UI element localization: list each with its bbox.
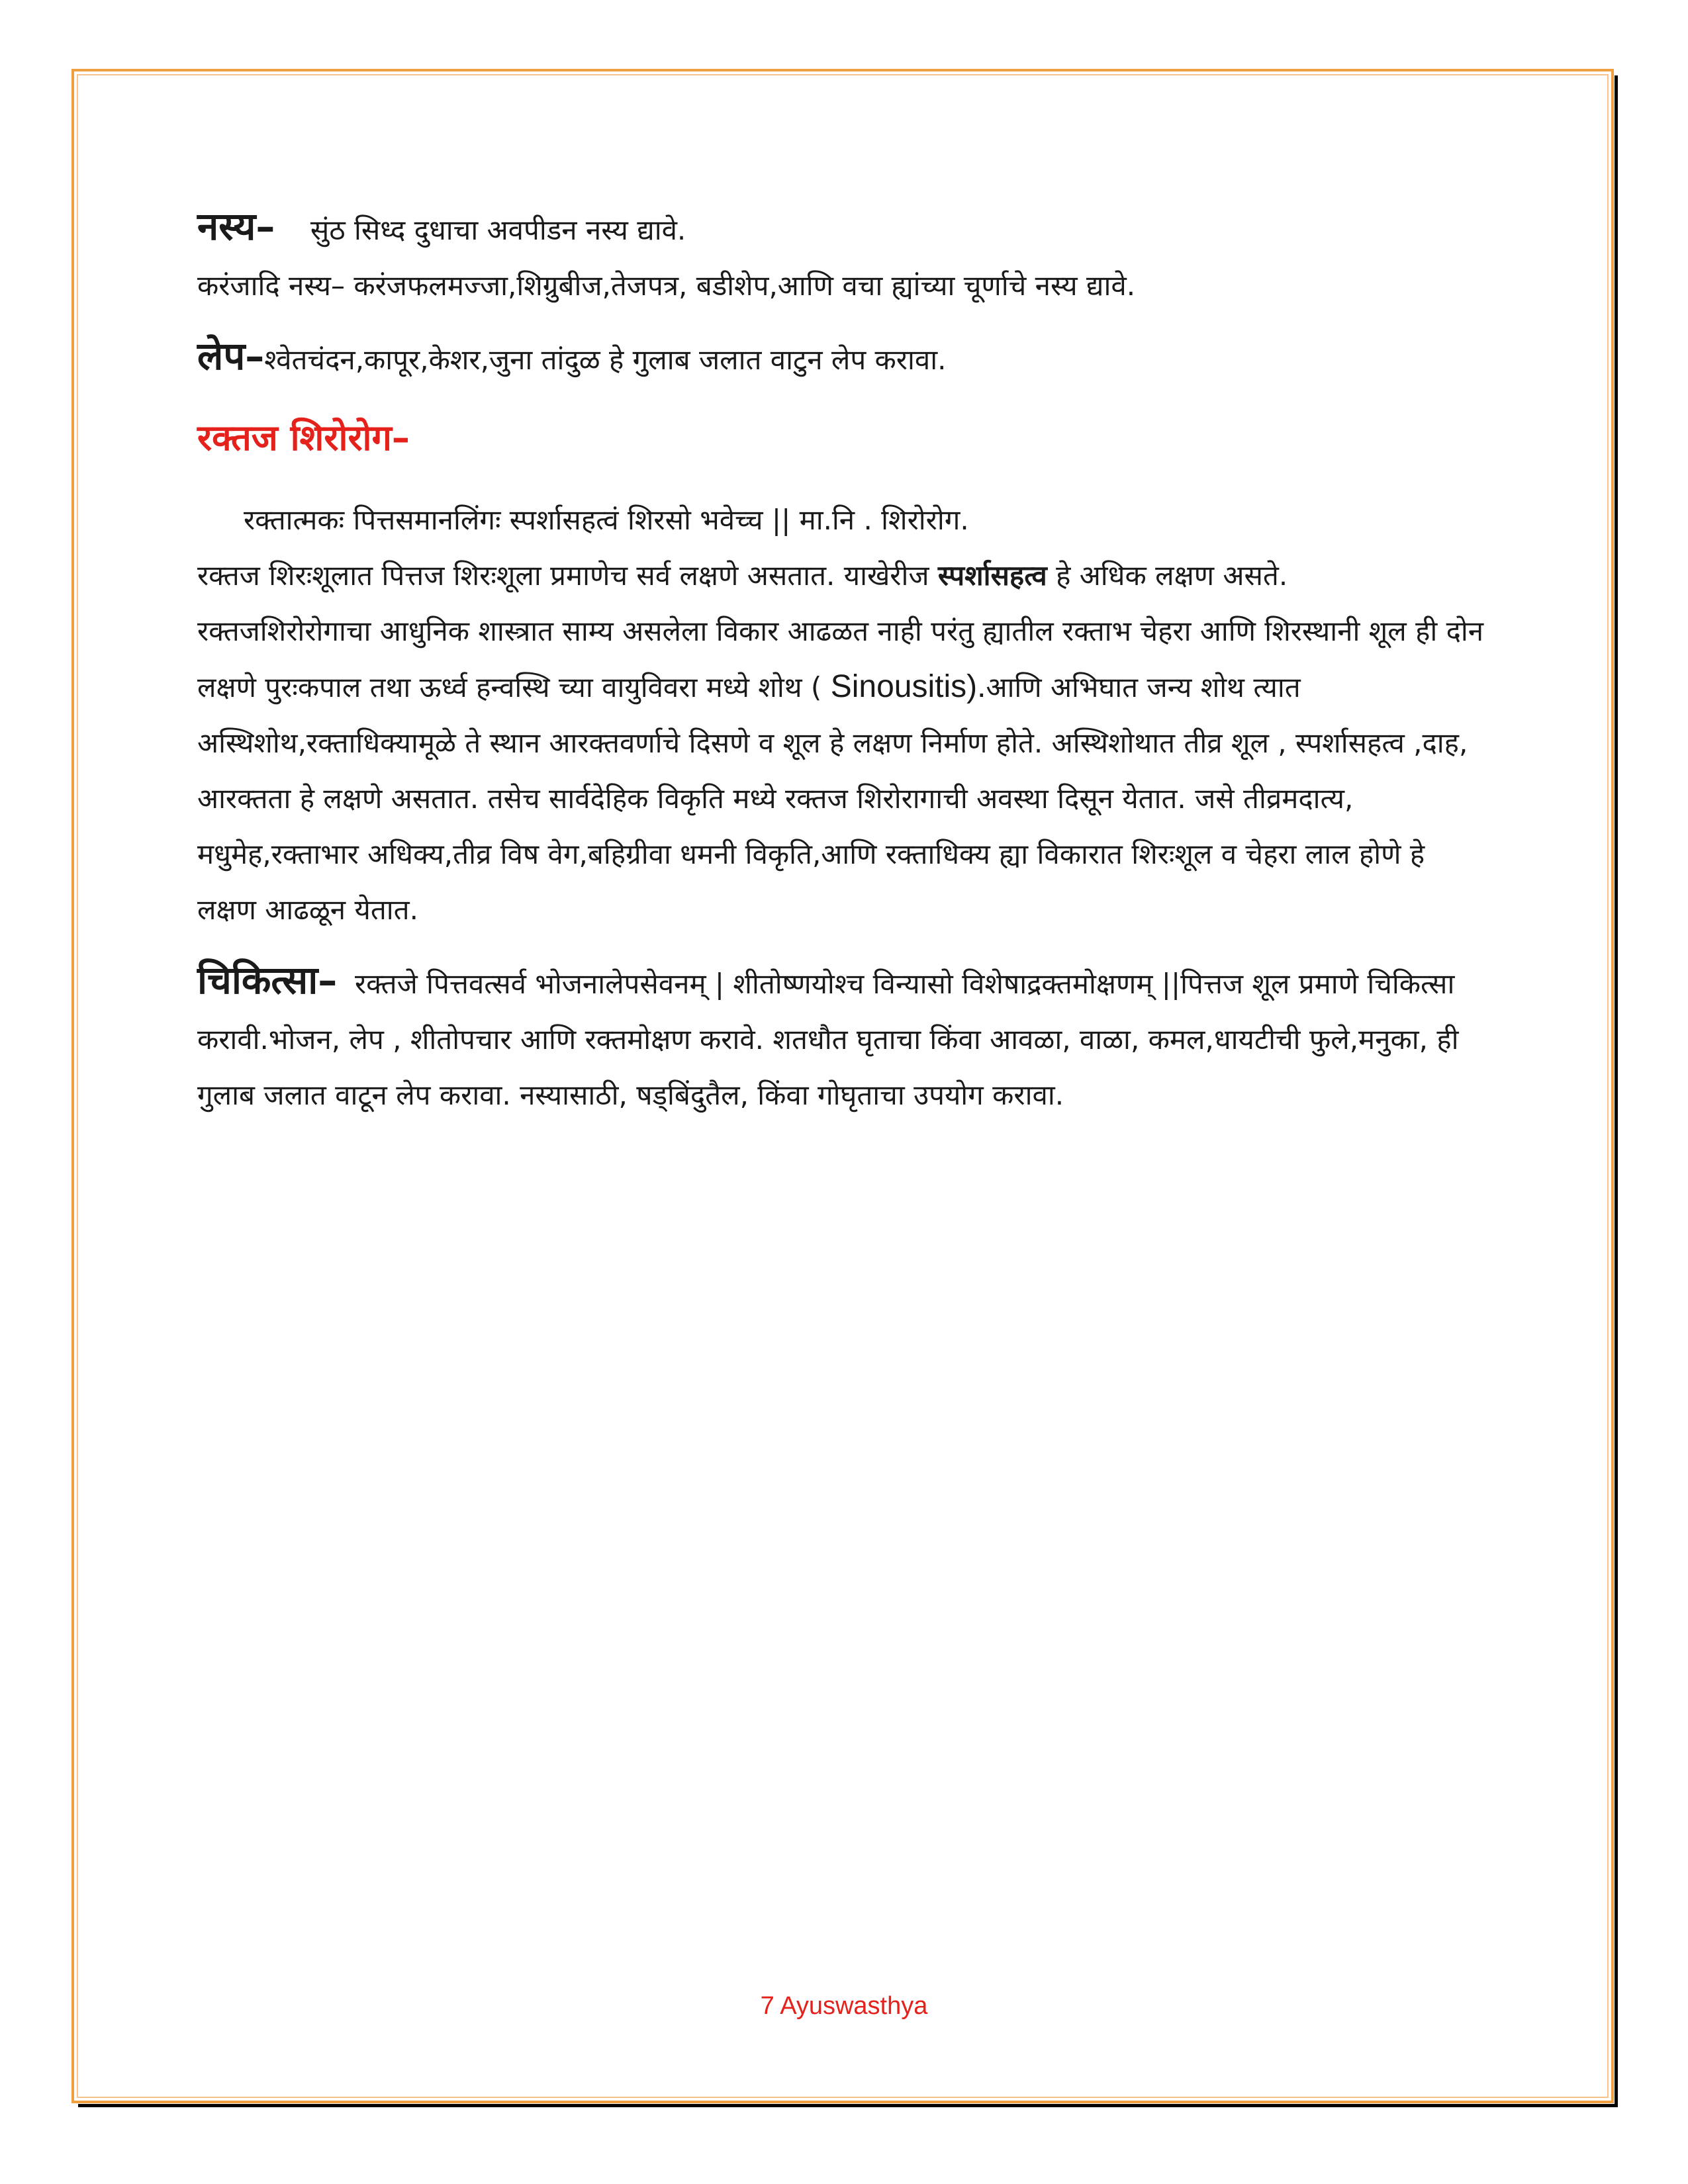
raktaj-p1-after: हे अधिक लक्षण असते. bbox=[1056, 559, 1288, 592]
karanjadi-text: करंजफलमज्जा,शिग्रुबीज,तेजपत्र, बडीशेप,आणि वचा ह्यांच्या चूर्णाचे नस्य द्यावे. bbox=[353, 269, 1136, 302]
lep-text: श्वेतचंदन,कापूर,केशर,जुना तांदुळ हे गुलाब जलात वाटुन लेप करावा. bbox=[264, 343, 947, 376]
chikitsa-heading: चिकित्सा– bbox=[197, 958, 338, 1003]
raktaj-paragraph-2 bbox=[197, 604, 1488, 938]
chikitsa-text: रक्तजे पित्तवत्सर्व भोजनालेपसेवनम् | शीतोष्णयोश्च विन्यासो विशेषाद्रक्तमोक्षणम् ||पित्तज शूल प्रमाणे चिकित्सा करावी.भोजन, लेप , शीतोपचार आणि रक्तमोक्षण करावे. शतधौत घृताचा किंवा आवळा, वाळा, कमल,धायटीची फुले,मनुका, ही गुलाब जलात वाटून लेप करावा. नस्यासाठी, षड्बिंदुतैल, किंवा गोघृताचा उपयोग करावा. bbox=[197, 968, 1459, 1111]
karanjadi-paragraph bbox=[197, 258, 1488, 314]
page-footer: 7 Ayuswasthya bbox=[760, 1992, 928, 2020]
lep-heading: लेप– bbox=[197, 334, 265, 379]
raktaj-paragraph-1 bbox=[197, 548, 1488, 604]
raktaj-shloka: रक्तात्मकः पित्तसमानलिंगः स्पर्शासहत्वं शिरसो भवेच्च || मा.नि . शिरोरोग. bbox=[244, 504, 969, 536]
nasya-heading: नस्य– bbox=[197, 204, 275, 249]
raktaj-p1-bold: स्पर्शासहत्व bbox=[937, 559, 1047, 592]
chikitsa-paragraph bbox=[197, 952, 1488, 1123]
raktaj-p1-text: रक्तज शिरःशूलात पित्तज शिरःशूला प्रमाणेच सर्व लक्षणे असतात. याखेरीज bbox=[197, 559, 929, 592]
raktaj-p2-latin: Sinousitis). bbox=[830, 669, 986, 704]
page-content bbox=[197, 199, 1488, 1123]
raktaj-heading: रक्तज शिरोरोग– bbox=[197, 417, 410, 459]
lep-paragraph bbox=[197, 328, 1488, 388]
raktaj-p2-text: रक्तजशिरोरोगाचा आधुनिक शास्त्रात साम्य असलेला विकार आढळत नाही परंतु ह्यातील रक्ताभ चेहरा आणि शिरस्थानी शूल ही दोन लक्षणे पुरःकपाल तथा ऊर्ध्व हन्वस्थि च्या वायुविवरा मध्ये शोथ ( bbox=[197, 615, 1484, 704]
nasya-text: सुंठ सिध्द दुधाचा अवपीडन नस्य द्यावे. bbox=[310, 214, 686, 246]
raktaj-p2-after: आणि अभिघात जन्य शोथ त्यात अस्थिशोथ,रक्ताधिक्यामूळे ते स्थान आरक्तवर्णाचे दिसणे व शूल हे लक्षण निर्माण होते. अस्थिशोथात तीव्र शूल , स्पर्शासहत्व ,दाह, आरक्तता हे लक्षणे असतात. तसेच सार्वदेहिक विकृति मध्ये रक्तज शिरोरागाची अवस्था दिसून येतात. जसे तीव्रमदात्य, मधुमेह,रक्ताभार अधिक्य,तीव्र विष वेग,बहिग्रीवा धमनी विकृति,आणि रक्ताधिक्य ह्या विकारात शिरःशूल व चेहरा लाल होणे हे लक्षण आढळून येतात. bbox=[197, 671, 1468, 926]
karanjadi-label: करंजादि नस्य– bbox=[197, 269, 346, 302]
nasya-paragraph bbox=[197, 199, 1488, 258]
